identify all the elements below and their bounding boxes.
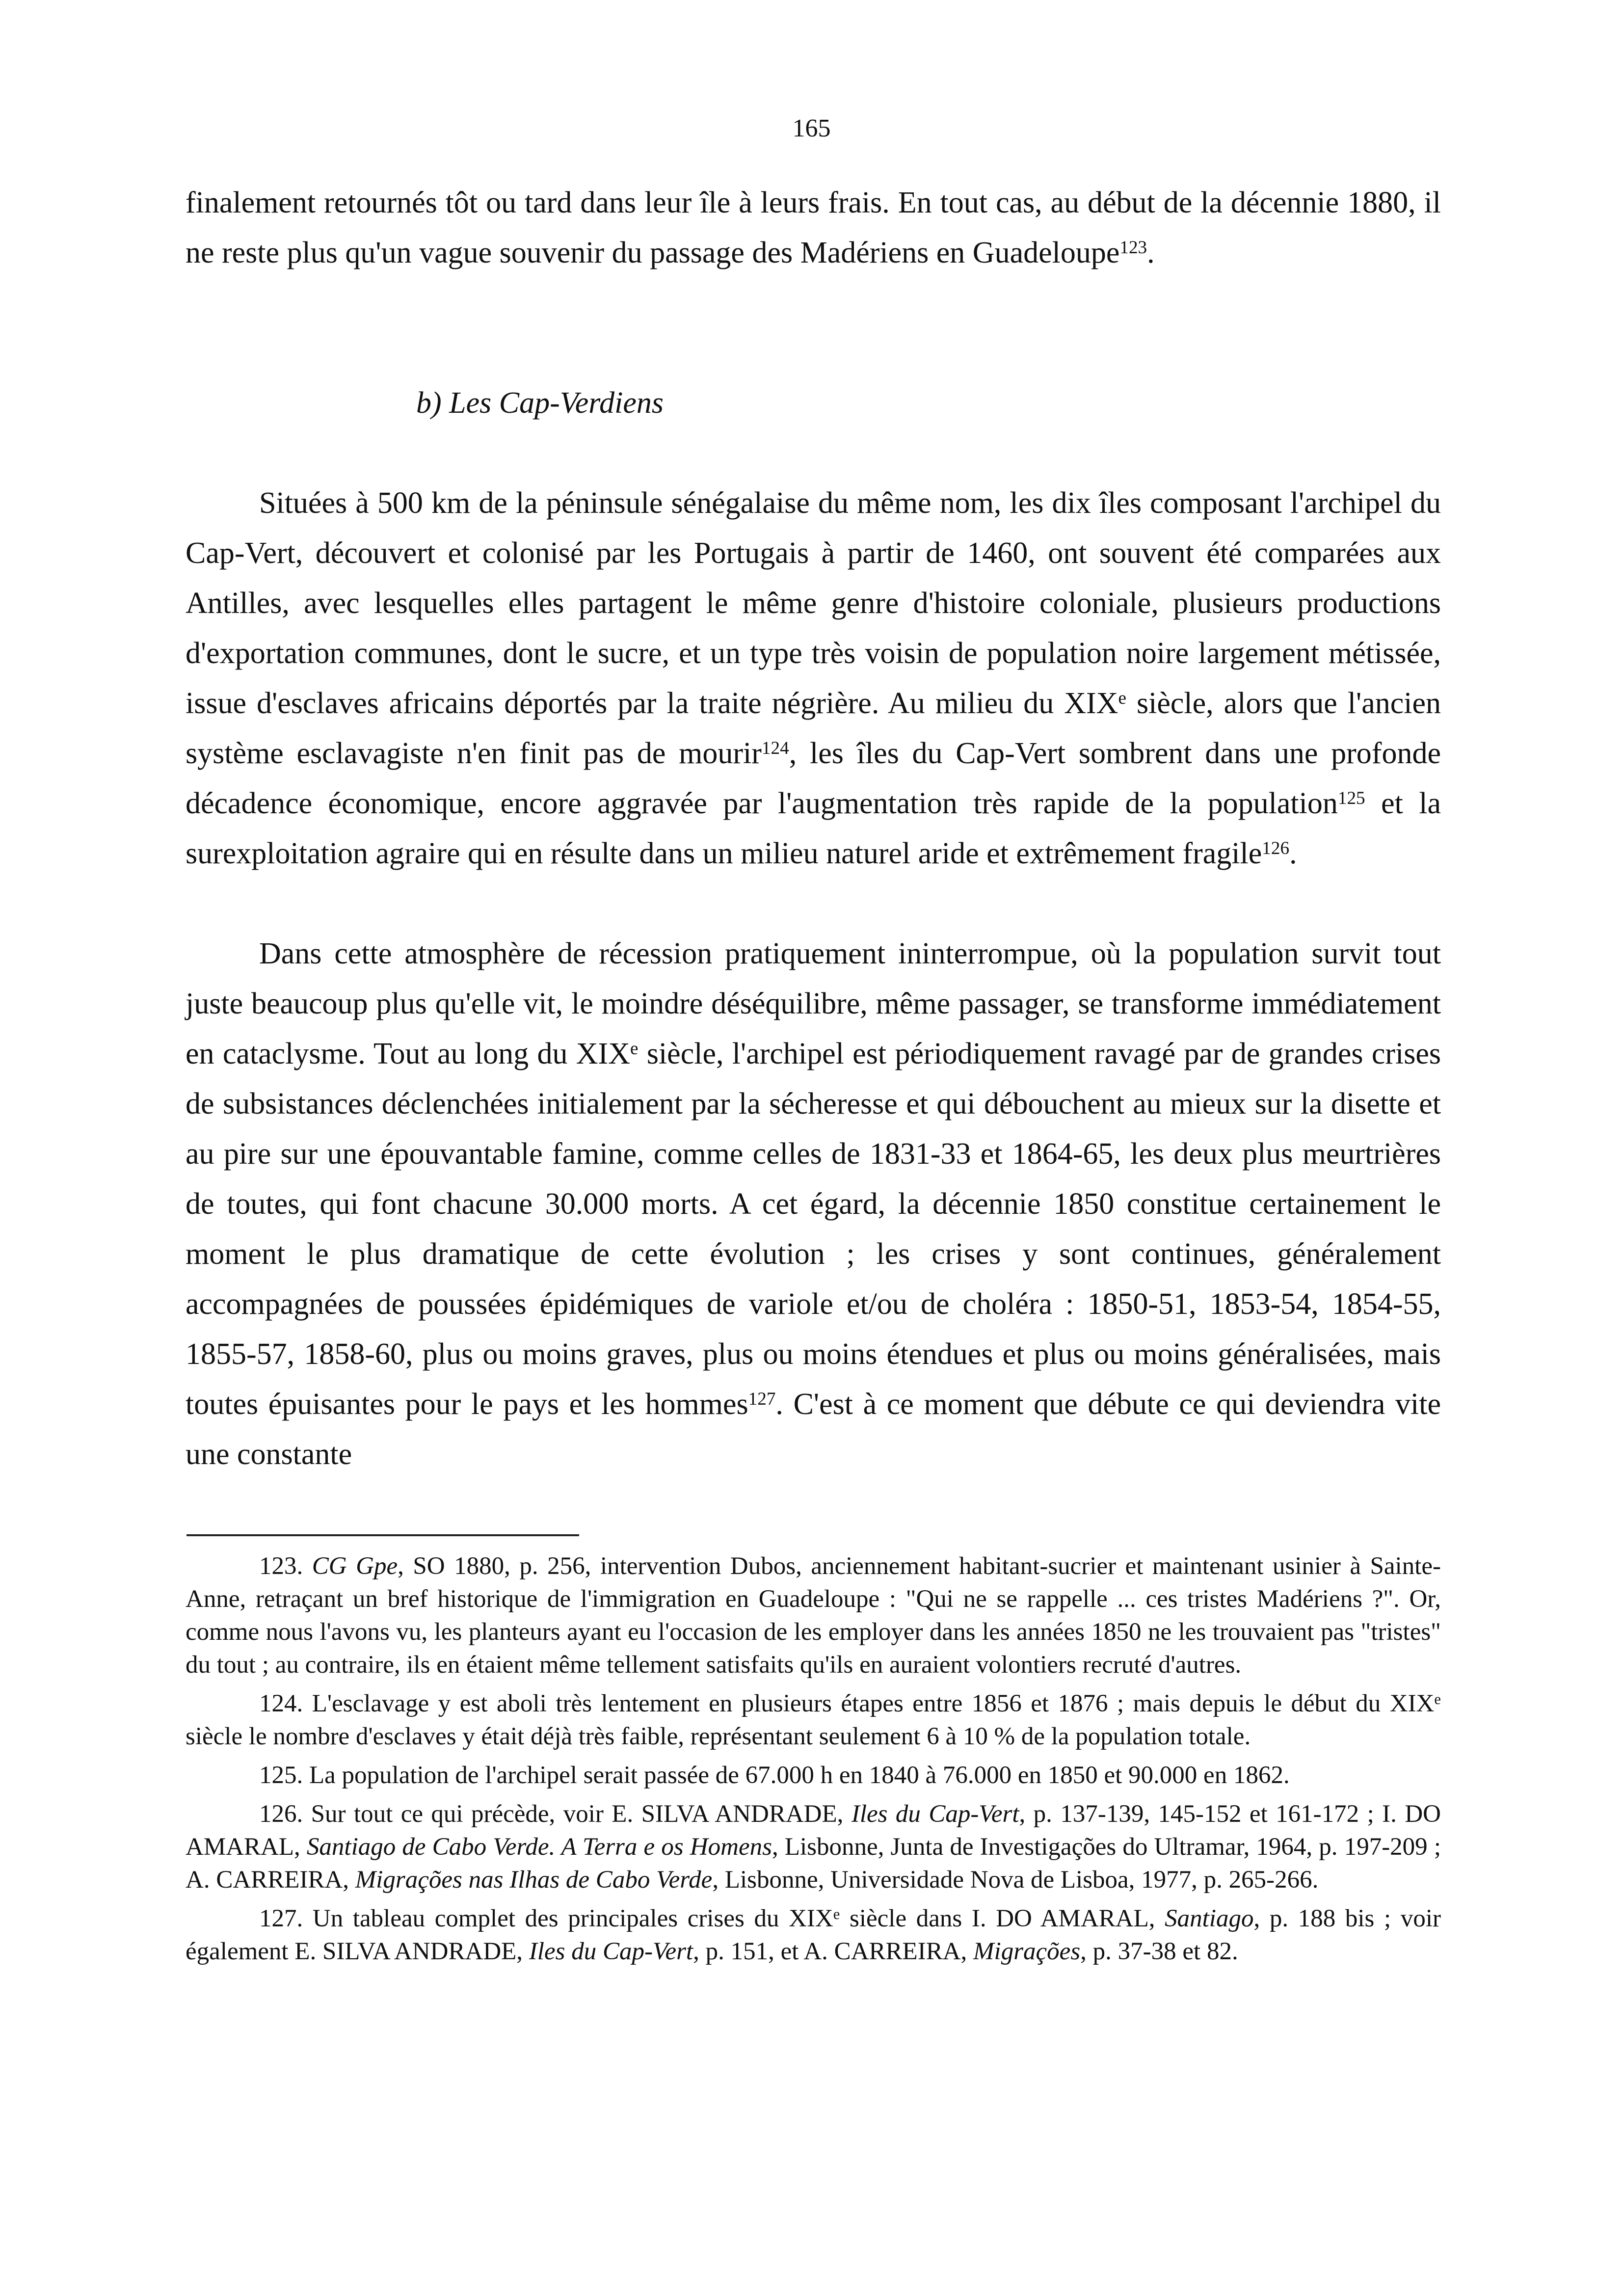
superscript: e xyxy=(833,1905,840,1922)
footnote-ref: 125 xyxy=(1337,788,1365,809)
body-text xyxy=(186,178,1441,1479)
footnote: 126. Sur tout ce qui précède, voir E. SILVA ANDRADE, Iles du Cap-Vert, p. 137-139, 145-152 et 161-172 ; I. DO AMARAL, Santiago de Cabo Verde. A Terra e os Homens, Lisbonne, Junta de Investigações do Ultramar, 1964, p. 197-209 ; A. CARREIRA, Migrações nas Ilhas de Cabo Verde, Lisbonne, Universidade Nova de Lisboa, 1977, p. 265-266. xyxy=(186,1800,1441,1894)
footnote: 125. La population de l'archipel serait passée de 67.000 h en 1840 à 76.000 en 1850 et 90.000 en 1862. xyxy=(259,1762,1290,1789)
paragraph: Situées à 500 km de la péninsule sénégalaise du même nom, les dix îles composant l'archipel du Cap-Vert, découvert et colonisé par les Portugais à partir de 1460, ont souvent été comparées aux Antilles, avec lesquelles elles partagent le même genre d'histoire coloniale, plusieurs productions d'exportation communes, dont le sucre, et un type très voisin de population noire largement métissée, issue d'esclaves africains déportés par la traite négrière. Au milieu du XIXe siècle, alors que l'ancien système esclavagiste n'en finit pas de mourir$^{124}$, les îles du Cap-Vert sombrent dans une profonde décadence économique, encore aggravée par l'augmentation très rapide de la population$^{125}$ et la surexploitation agraire qui en résulte dans un milieu naturel aride et extrêmement fragile$^{126}$. xyxy=(186,486,1441,870)
footnote-ref: 127 xyxy=(748,1389,776,1410)
superscript: e xyxy=(1118,688,1126,709)
superscript: e xyxy=(1434,1690,1441,1708)
footnote-separator xyxy=(186,1534,579,1536)
section-heading: b) Les Cap-Verdiens xyxy=(416,386,664,420)
footnote: 123. CG Gpe, SO 1880, p. 256, intervention Dubos, anciennement habitant-sucrier et maintenant usinier à Sainte-Anne, retraçant un bref historique de l'immigration en Guadeloupe : "Qui ne se rappelle ... ces tristes Madériens ?". Or, comme nous l'avons vu, les planteurs ayant eu l'occasion de les employer dans les années 1850 ne les trouvaient pas "tristes" du tout ; au contraire, ils en étaient même tellement satisfaits qu'ils en auraient volontiers recruté d'autres. xyxy=(186,1552,1441,1679)
superscript: e xyxy=(630,1039,639,1059)
footnote-ref: 123 xyxy=(1119,238,1147,258)
paragraph: finalement retournés tôt ou tard dans leur île à leurs frais. En tout cas, au début de la décennie 1880, il ne reste plus qu'un vague souvenir du passage des Madériens en Guadeloupe$^{123}$. xyxy=(186,186,1441,269)
footnote: 124. L'esclavage y est aboli très lentement en plusieurs étapes entre 1856 et 1876 ; mais depuis le début du XIXe siècle le nombre d'esclaves y était déjà très faible, représentant seulement 6 à 10 % de la population totale. xyxy=(186,1690,1441,1750)
page-number: 165 xyxy=(792,114,831,142)
paragraph: Dans cette atmosphère de récession pratiquement ininterrompue, où la population survit tout juste beaucoup plus qu'elle vit, le moindre déséquilibre, même passager, se transforme immédiatement en cataclysme. Tout au long du XIXe siècle, l'archipel est périodiquement ravagé par de grandes crises de subsistances déclenchées initialement par la sécheresse et qui débouchent au mieux sur la disette et au pire sur une épouvantable famine, comme celles de 1831-33 et 1864-65, les deux plus meurtrières de toutes, qui font chacune 30.000 morts. A cet égard, la décennie 1850 constitue certainement le moment le plus dramatique de cette évolution ; les crises y sont continues, généralement accompagnées de poussées épidémiques de variole et/ou de choléra : 1850-51, 1853-54, 1854-55, 1855-57, 1858-60, plus ou moins graves, plus ou moins étendues et plus ou moins généralisées, mais toutes épuisantes pour le pays et les hommes$^{127}$. C'est à ce moment que débute ce qui deviendra vite une constante xyxy=(186,937,1441,1471)
footnote: 127. Un tableau complet des principales crises du XIXe siècle dans I. DO AMARAL, Santiago, p. 188 bis ; voir également E. SILVA ANDRADE, Iles du Cap-Vert, p. 151, et A. CARREIRA, Migrações, p. 37-38 et 82. xyxy=(186,1905,1441,1965)
footnote-ref: 126 xyxy=(1262,838,1290,859)
footnote-ref: 124 xyxy=(761,738,789,759)
footnotes xyxy=(186,1550,1441,1974)
